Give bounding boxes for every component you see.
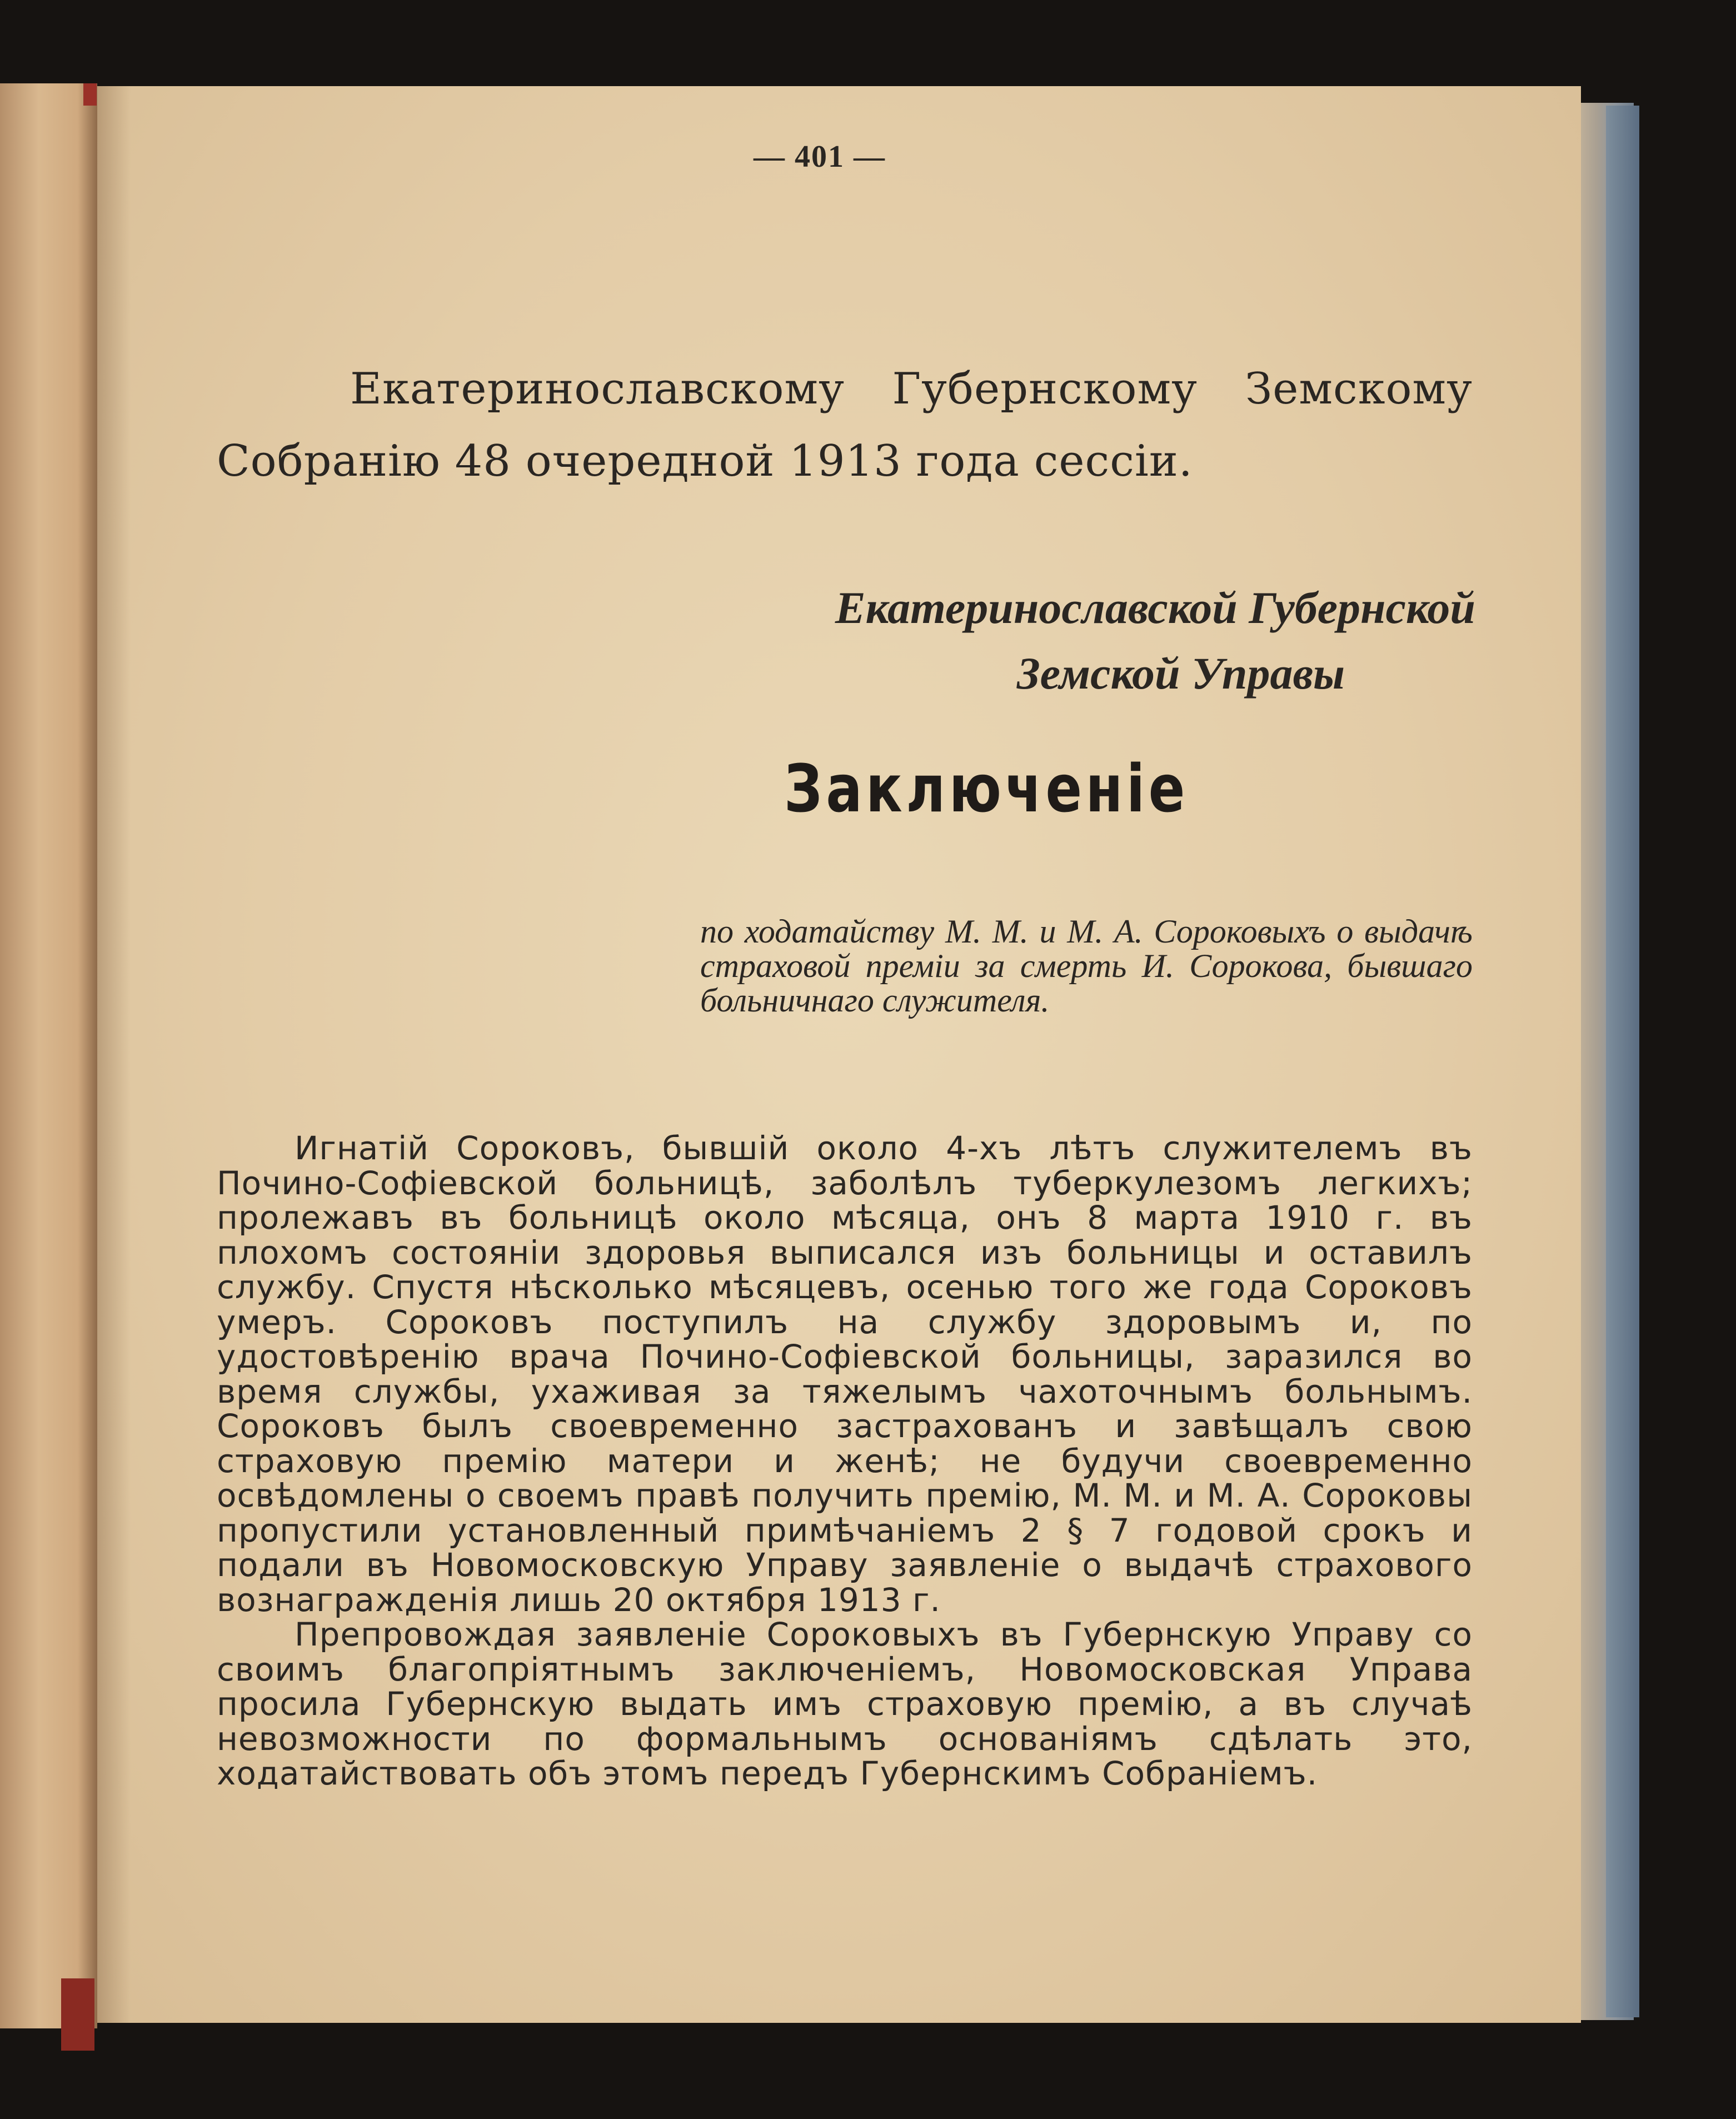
address-line-2: Собранію 48 очередной 1913 года сессіи. [217, 436, 1193, 486]
document-body [217, 1131, 1473, 1791]
document-title: Заключеніе [784, 750, 1189, 827]
address-line-1: Екатеринославскому Губернскому Земскому [350, 364, 1473, 414]
page-number: — 401 — [754, 139, 886, 174]
body-paragraph-1: Игнатій Сороковъ, бывшій около 4-хъ лѣтъ служителемъ въ Почино-Софіевской больницѣ, заболѣлъ туберкулезомъ легкихъ; пролежавъ въ больницѣ около мѣсяца, онъ 8 марта 1910 г. въ плохомъ состояніи здоровья выписался изъ больницы и оставилъ службу. Спустя нѣсколько мѣсяцевъ, осенью того же года Сороковъ умеръ. Сороковъ поступилъ на службу здоровымъ и, по удостовѣренію врача Почино-Софіевской больницы, заразился во время службы, ухаживая за тяжелымъ чахоточнымъ больнымъ. Сороковъ былъ своевременно застрахованъ и завѣщалъ свою страховую премію матери и женѣ; не будучи своевременно освѣдомлены о своемъ правѣ получить премію, М. М. и М. А. Сороковы пропустили установленный примѣчаніемъ 2 § 7 годовой срокъ и подали въ Новомосковскую Управу заявленіе о выдачѣ страхового вознагражденія лишь 20 октября 1913 г. [217, 1129, 1473, 1619]
left-page-edge [0, 83, 97, 2028]
address-heading [217, 353, 1473, 497]
binding-tab-top [83, 83, 97, 106]
issuer-line-1: Екатеринославской Губернской [835, 582, 1475, 633]
document-page [97, 86, 1581, 2023]
issuer-block [653, 575, 1475, 706]
binding-tab-bottom [61, 1978, 94, 2051]
book-cover-edge [1606, 106, 1639, 2017]
body-paragraph-2: Препровождая заявленіе Сороковыхъ въ Губернскую Управу со своимъ благопріятнымъ заключеніемъ, Новомосковская Управа просила Губернскую выдать имъ страховую премію, а въ случаѣ невозможности по формальнымъ основаніямъ сдѣлать это, ходатайствовать объ этомъ передъ Губернскимъ Собраніемъ. [217, 1616, 1473, 1792]
document-subject: по ходатайству М. М. и М. А. Сороковыхъ о выдачѣ страховой преміи за смерть И. Сорокова, бывшаго больничнаго служителя. [700, 913, 1473, 1019]
issuer-line-2: Земской Управы [1016, 648, 1345, 699]
